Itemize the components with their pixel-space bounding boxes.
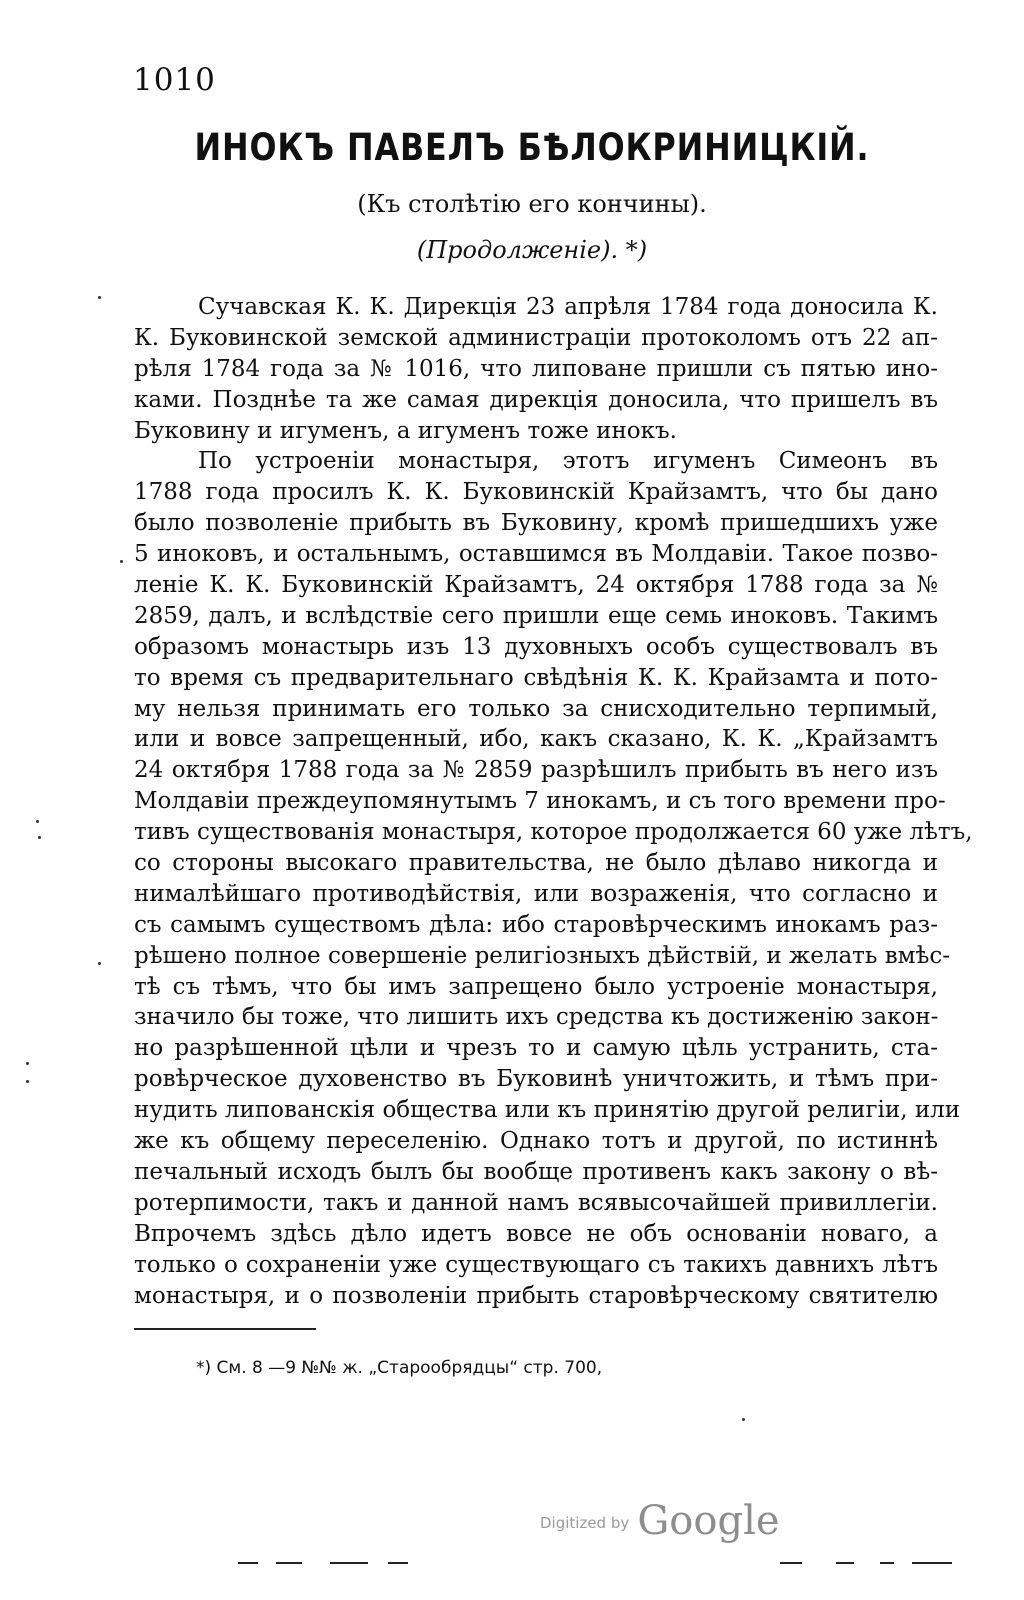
body-line: ровѣрческое духовенство въ Буковинѣ уничтожить, и тѣмъ при-	[134, 1066, 938, 1093]
scan-dash	[238, 1562, 258, 1564]
body-line: рѣшено полное совершеніе религіозныхъ дѣйствій, и желать вмѣс-	[134, 942, 951, 969]
body-line: К. Буковинской земской администраціи протоколомъ отъ 22 ап-	[134, 324, 938, 351]
body-line: то время съ предварительнаго свѣдѣнія К. К. Крайзамта и пото-	[134, 664, 938, 691]
scan-dash	[880, 1562, 894, 1564]
body-line: образомъ монастырь изъ 13 духовныхъ особъ существовалъ въ	[134, 633, 938, 660]
body-line: но разрѣшенной цѣли и чрезъ то и самую цѣль устранить, ста-	[134, 1035, 938, 1062]
scan-dash	[388, 1562, 408, 1564]
scan-dash	[330, 1562, 368, 1564]
body-line: Впрочемъ здѣсь дѣло идетъ вовсе не объ основаніи новаго, а	[134, 1220, 938, 1247]
body-line: ротерпимости, такъ и данной намъ всявысочайшей привиллегіи.	[134, 1189, 938, 1216]
body-line: значило бы тоже, что лишить ихъ средства къ достиженію закон-	[134, 1004, 939, 1031]
scan-speck	[38, 836, 41, 839]
body-line: съ самымъ существомъ дѣла: ибо старовѣрческимъ инокамъ раз-	[134, 911, 938, 938]
body-line: Буковину и игуменъ, а игуменъ тоже инокъ.	[134, 417, 677, 444]
body-line: монастыря, и о позволеніи прибыть старовѣрческому святителю	[134, 1282, 938, 1309]
body-line: тѣ съ тѣмъ, что бы имъ запрещено было устроеніе монастыря,	[134, 973, 938, 1000]
body-line: или и вовсе запрещенный, ибо, какъ сказано, К. К. „Крайзамтъ	[134, 726, 938, 753]
scan-dash	[912, 1562, 952, 1564]
scan-speck	[742, 1418, 745, 1421]
digitization-watermark	[540, 1498, 780, 1544]
scan-dash	[780, 1562, 802, 1564]
watermark-brand: Google	[637, 1498, 780, 1544]
body-text	[134, 292, 973, 1311]
body-line: тивъ существованія монастыря, которое продолжается 60 уже лѣтъ,	[134, 819, 973, 846]
body-line: 5 иноковъ, и остальнымъ, оставшимся въ Молдавіи. Такое позво-	[134, 541, 938, 568]
body-line: леніе К. К. Буковинскій Крайзамтъ, 24 октября 1788 года за №	[134, 572, 938, 599]
watermark-prefix: Digitized by	[540, 1514, 630, 1532]
body-line: По устроеніи монастыря, этотъ игуменъ Симеонъ въ	[198, 448, 938, 475]
body-line: нималѣйшаго противодѣйствія, или возраженія, что согласно и	[134, 880, 938, 907]
footnote-divider	[134, 1328, 316, 1330]
article-subtitle: (Къ столѣтію его кончины).	[357, 190, 707, 218]
scan-dash	[836, 1562, 854, 1564]
scan-speck	[26, 1080, 29, 1083]
body-line: же къ общему переселенію. Однако тотъ и другой, по истиннѣ	[134, 1128, 938, 1155]
scan-dash	[276, 1562, 302, 1564]
body-line: только о сохраненіи уже существующаго съ такихъ давнихъ лѣтъ	[134, 1251, 938, 1278]
body-line: Молдавіи преждеупомянутымъ 7 инокамъ, и съ того времени про-	[134, 788, 946, 815]
body-line: Сучавская К. К. Дирекція 23 апрѣля 1784 года доносила К.	[198, 294, 938, 320]
scan-speck	[26, 1062, 29, 1065]
body-line: было позволеніе прибыть въ Буковину, кромѣ пришедшихъ уже	[134, 510, 938, 537]
body-line: 2859, далъ, и вслѣдствіе сего пришли еще семь иноковъ. Такимъ	[134, 602, 938, 629]
body-line: печальный исходъ былъ бы вообще противенъ какъ закону о вѣ-	[134, 1158, 938, 1185]
article-title: ИНОКЪ ПАВЕЛЪ БѢЛОКРИНИЦКІЙ.	[194, 126, 870, 169]
body-line: со стороны высокаго правительства, не было дѣлаво никогда и	[134, 850, 938, 877]
body-line: рѣля 1784 года за № 1016, что липоване пришли съ пятью ино-	[134, 355, 938, 382]
body-line: ками. Позднѣе та же самая дирекція доносила, что пришелъ въ	[134, 386, 938, 413]
scan-speck	[120, 560, 123, 563]
scan-speck	[98, 962, 101, 965]
page-number: 1010	[133, 62, 216, 98]
body-line: нудить липованскія общества или къ принятію другой религіи, или	[134, 1097, 961, 1124]
continuation-note: (Продолженіе). *)	[416, 236, 648, 264]
body-line: му нельзя принимать его только за снисходительно терпимый,	[134, 695, 938, 722]
body-line: 1788 года просилъ К. К. Буковинскій Крайзамтъ, что бы дано	[134, 479, 938, 506]
scan-speck	[98, 296, 101, 299]
scan-speck	[36, 820, 39, 823]
body-line: 24 октября 1788 года за № 2859 разрѣшилъ прибыть въ него изъ	[134, 757, 938, 784]
footnote: *) См. 8 —9 №№ ж. „Старообрядцы“ стр. 700,	[196, 1358, 603, 1378]
